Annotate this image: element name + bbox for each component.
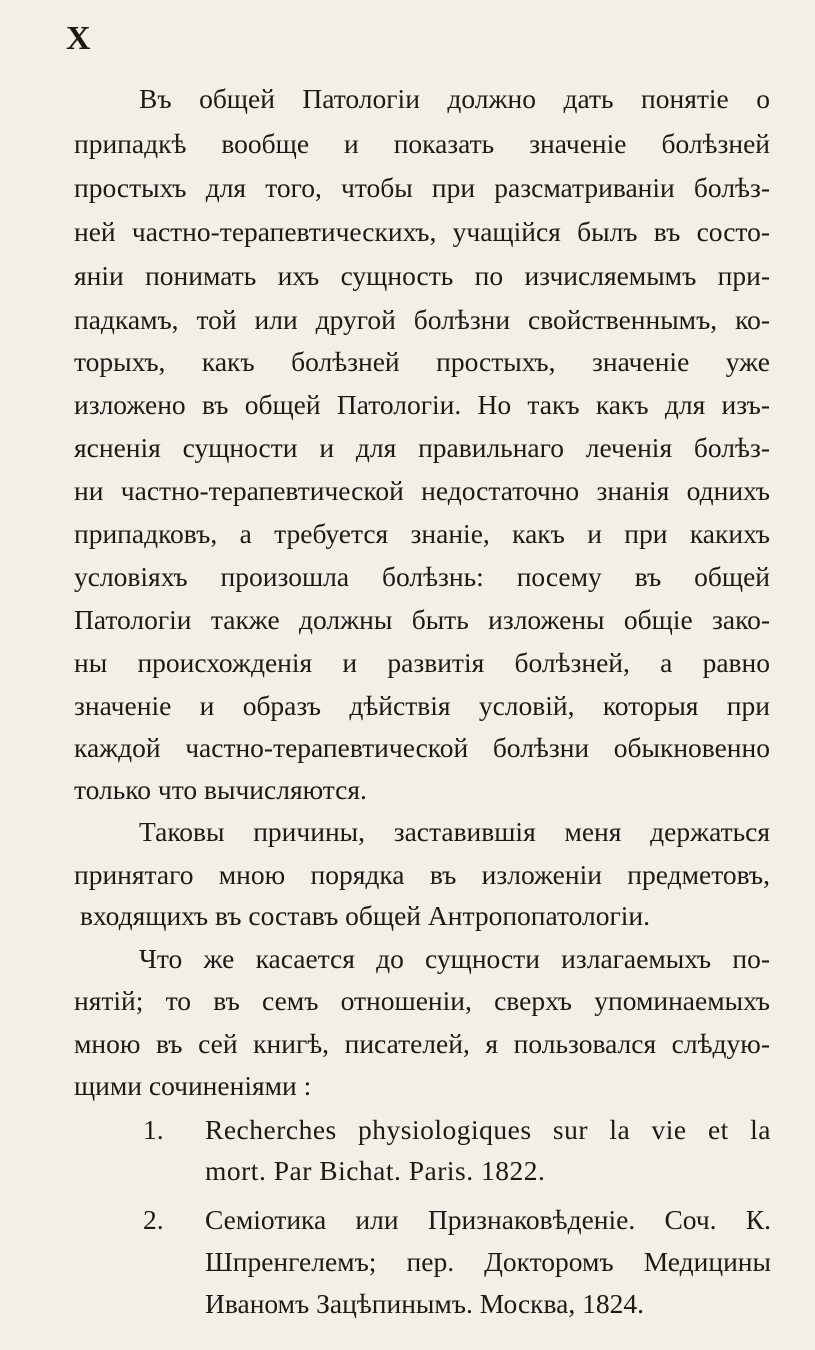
page-number: X xyxy=(66,20,92,57)
reference-number: 1. xyxy=(143,1114,164,1145)
text-line: яніи понимать ихъ сущность по изчисляемымъ при- xyxy=(74,260,770,291)
text-line: мною въ сей книгѣ, писателей, я пользовался слѣдую- xyxy=(74,1028,770,1059)
text-line: припадкѣ вообще и показать значеніе болѣзней xyxy=(74,128,770,159)
text-line: изложено въ общей Патологіи. Но такъ какъ для изъ- xyxy=(74,389,770,420)
text-line: ней частно-терапевтическихъ, учащійся былъ въ состо- xyxy=(74,216,770,247)
text-line: ны происхожденія и развитія болѣзней, а равно xyxy=(74,647,770,678)
text-line: торыхъ, какъ болѣзней простыхъ, значеніе уже xyxy=(74,346,770,377)
text-line: значеніе и образъ дѣйствія условій, которыя при xyxy=(74,690,770,721)
text-line: условіяхъ произошла болѣзнь: посему въ общей xyxy=(74,561,770,592)
text-line: щими сочиненіями : xyxy=(74,1070,312,1101)
reference-line: Семіотика или Признаковѣденіе. Соч. К. xyxy=(205,1204,771,1235)
reference-line: Шпренгелемъ; пер. Докторомъ Медицины xyxy=(205,1246,771,1277)
text-line: входящихъ въ составъ общей Антропопатологіи. xyxy=(80,900,651,931)
text-line: только что вычисляются. xyxy=(74,774,367,805)
text-line: падкамъ, той или другой болѣзни свойственнымъ, ко- xyxy=(74,304,770,335)
text-line: ясненія сущности и для правильнаго леченія болѣз- xyxy=(74,432,770,463)
text-line: Патологіи также должны быть изложены общіе зако- xyxy=(74,604,770,635)
text-line: простыхъ для того, чтобы при разсматриваніи болѣз- xyxy=(74,172,770,203)
reference-line: mort. Par Bichat. Paris. 1822. xyxy=(205,1155,546,1186)
text-line: каждой частно-терапевтической болѣзни обыкновенно xyxy=(74,732,770,763)
text-line: Что же касается до сущности излагаемыхъ по- xyxy=(139,943,770,974)
reference-line: Иваномъ Зацѣпинымъ. Москва, 1824. xyxy=(205,1288,644,1319)
reference-number: 2. xyxy=(143,1204,164,1235)
text-line: принятаго мною порядка въ изложеніи предметовъ, xyxy=(74,859,770,890)
reference-line: Recherches physiologiques sur la vie et la xyxy=(205,1114,771,1145)
text-line: Въ общей Патологіи должно дать понятіе о xyxy=(139,83,770,114)
text-line: Таковы причины, заставившія меня держаться xyxy=(139,816,770,847)
text-line: припадковъ, а требуется знаніе, какъ и при какихъ xyxy=(74,518,770,549)
text-line: ни частно-терапевтической недостаточно знанія однихъ xyxy=(74,475,770,506)
text-line: нятій; то въ семъ отношеніи, сверхъ упоминаемыхъ xyxy=(74,985,770,1016)
